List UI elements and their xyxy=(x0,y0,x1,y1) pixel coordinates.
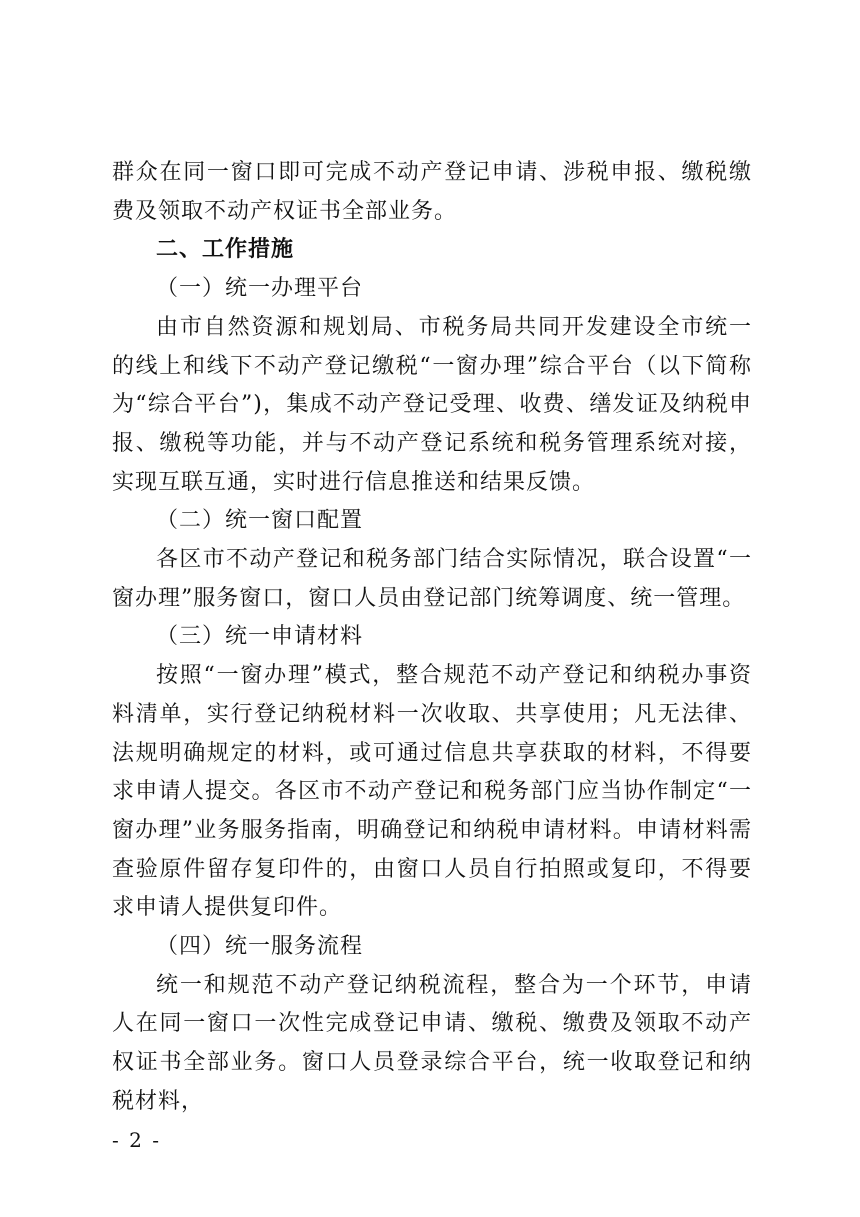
document-body xyxy=(112,154,752,1122)
subsection-paragraph-4: 统一和规范不动产登记纳税流程，整合为一个环节，申请人在同一窗口一次性完成登记申请、缴税、缴费及领取不动产权证书全部业务。窗口人员登录综合平台，统一收取登记和纳税材料， xyxy=(112,972,752,1114)
subsection-heading-3: （三）统一申请材料 xyxy=(156,624,364,650)
subsection-heading-4: （四）统一服务流程 xyxy=(156,934,364,960)
subsection-heading-2: （二）统一窗口配置 xyxy=(156,508,364,534)
subsection-paragraph-1: 由市自然资源和规划局、市税务局共同开发建设全市统一的线上和线下不动产登记缴税“一窗办理”综合平台（以下简称为“综合平台”)，集成不动产登记受理、收费、缮发证及纳税申报、缴税等功能，并与不动产登记系统和税务管理系统对接，实现互联互通，实时进行信息推送和结果反馈。 xyxy=(112,314,752,495)
subsection-heading-1: （一）统一办理平台 xyxy=(156,276,364,302)
page-number: - 2 - xyxy=(112,1128,161,1152)
subsection-paragraph-3: 按照“一窗办理”模式，整合规范不动产登记和纳税办事资料清单，实行登记纳税材料一次收取、共享使用；凡无法律、法规明确规定的材料，或可通过信息共享获取的材料，不得要求申请人提交。各区市不动产登记和税务部门应当协作制定“一窗办理”业务服务指南，明确登记和纳税申请材料。申请材料需查验原件留存复印件的，由窗口人员自行拍照或复印，不得要求申请人提供复印件。 xyxy=(112,663,752,921)
subsection-paragraph-2: 各区市不动产登记和税务部门结合实际情况，联合设置“一窗办理”服务窗口，窗口人员由登记部门统筹调度、统一管理。 xyxy=(112,547,752,611)
section-heading: 二、工作措施 xyxy=(156,237,295,263)
continuation-paragraph: 群众在同一窗口即可完成不动产登记申请、涉税申报、缴税缴费及领取不动产权证书全部业务。 xyxy=(112,160,752,224)
